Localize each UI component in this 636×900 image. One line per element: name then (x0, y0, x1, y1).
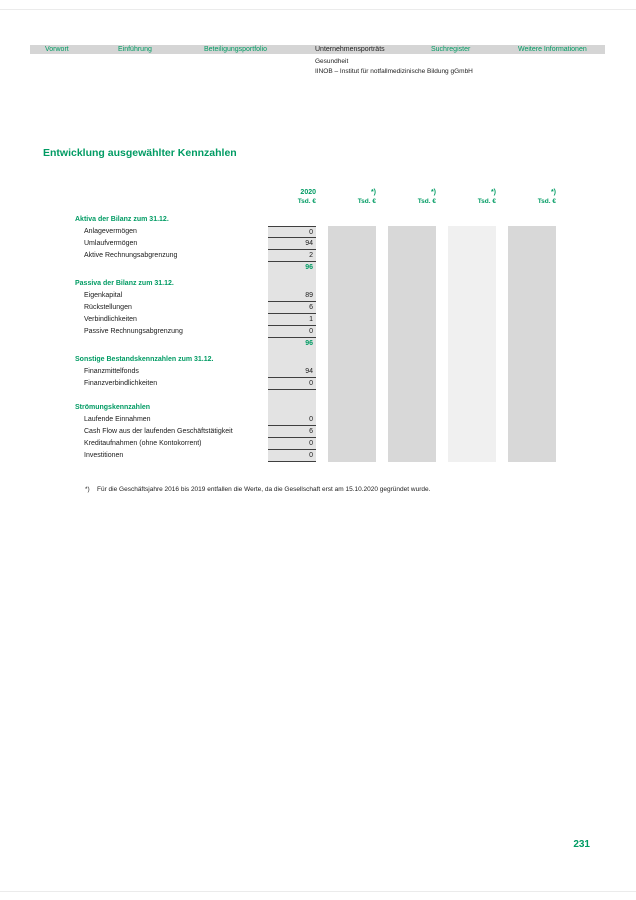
row-label: Anlagevermögen (84, 228, 137, 235)
table-row (75, 290, 556, 302)
column-header (388, 188, 436, 206)
table-row (75, 302, 556, 314)
row-value-2020: 96 (305, 340, 313, 347)
row-label: Passiva der Bilanz zum 31.12. (75, 280, 174, 287)
page-bottom-edge (0, 891, 636, 892)
row-label: Aktive Rechnungsabgrenzung (84, 252, 178, 259)
row-label: Verbindlichkeiten (84, 316, 137, 323)
row-label: Laufende Einnahmen (84, 416, 151, 423)
table-row (75, 378, 556, 390)
section-row (75, 354, 556, 366)
row-label: Passive Rechnungsabgrenzung (84, 328, 183, 335)
table-row (75, 326, 556, 338)
nav-item-einfuehrung[interactable]: Einführung (118, 46, 152, 53)
table-row (75, 262, 556, 274)
column-header-year: *) (550, 189, 556, 196)
row-label: Finanzverbindlichkeiten (84, 380, 158, 387)
column-headers (268, 188, 556, 206)
row-label: Investitionen (84, 452, 124, 459)
footnote-mark: *) (85, 486, 90, 493)
row-value-2020: 0 (268, 438, 316, 450)
column-header-year: *) (490, 189, 496, 196)
column-header (448, 188, 496, 206)
row-value-2020: 0 (268, 326, 316, 338)
table-row (75, 314, 556, 326)
row-value-2020: 0 (268, 414, 316, 426)
column-header-unit: Tsd. € (297, 198, 316, 205)
column-header (508, 188, 556, 206)
row-value-2020: 6 (268, 302, 316, 314)
row-label (75, 338, 268, 350)
row-label (75, 262, 268, 274)
page-top-edge (0, 9, 636, 10)
row-value-2020: 1 (268, 314, 316, 326)
table-row (75, 366, 556, 378)
row-label: Umlaufvermögen (84, 240, 138, 247)
table-row (75, 438, 556, 450)
column-header-unit: Tsd. € (537, 198, 556, 205)
section-row (75, 402, 556, 414)
table-row (75, 426, 556, 438)
table-row (75, 414, 556, 426)
nav-item-weitere-informationen[interactable]: Weitere Informationen (518, 46, 587, 53)
breadcrumb (315, 57, 473, 77)
row-label: Kreditaufnahmen (ohne Kontokorrent) (84, 440, 202, 447)
breadcrumb-category: Gesundheit (315, 58, 349, 65)
kpi-table (75, 188, 556, 462)
column-header-year: *) (430, 189, 436, 196)
column-header-year: *) (370, 189, 376, 196)
row-label: Sonstige Bestandskennzahlen zum 31.12. (75, 356, 214, 363)
column-header (268, 188, 316, 206)
footnote-text: Für die Geschäftsjahre 2016 bis 2019 entfallen die Werte, da die Gesellschaft erst am 15.10.2020 gegründet wurde. (97, 486, 431, 493)
row-label (75, 390, 268, 398)
table-row (75, 226, 556, 238)
table-row (75, 238, 556, 250)
row-value-2020: 0 (268, 450, 316, 462)
section-row (75, 278, 556, 290)
row-label: Rückstellungen (84, 304, 132, 311)
table-row (75, 250, 556, 262)
top-nav (30, 45, 605, 54)
nav-item-vorwort[interactable]: Vorwort (45, 46, 69, 53)
breadcrumb-company: IINOB – Institut für notfallmedizinische Bildung gGmbH (315, 68, 473, 75)
table-row (75, 390, 556, 398)
row-label: Eigenkapital (84, 292, 123, 299)
page-number: 231 (573, 839, 590, 850)
row-value-2020: 6 (268, 426, 316, 438)
column-header-unit: Tsd. € (417, 198, 436, 205)
table-row (75, 338, 556, 350)
column-header (328, 188, 376, 206)
row-label: Cash Flow aus der laufenden Geschäftstätigkeit (84, 428, 233, 435)
section-row (75, 214, 556, 226)
row-value-2020: 0 (268, 226, 316, 238)
row-value-2020: 94 (268, 366, 316, 378)
row-value-2020: 96 (305, 264, 313, 271)
row-value-2020: 94 (268, 238, 316, 250)
nav-item-beteiligungsportfolio[interactable]: Beteiligungsportfolio (204, 46, 268, 53)
column-header-unit: Tsd. € (477, 198, 496, 205)
row-label: Aktiva der Bilanz zum 31.12. (75, 216, 169, 223)
table-row (75, 450, 556, 462)
row-value-2020: 0 (268, 378, 316, 390)
row-value-2020: 2 (268, 250, 316, 262)
row-label: Finanzmittelfonds (84, 368, 139, 375)
page-title: Entwicklung ausgewählter Kennzahlen (43, 147, 237, 159)
column-header-year: 2020 (300, 189, 316, 196)
row-label: Strömungskennzahlen (75, 404, 151, 411)
row-value-2020: 89 (268, 290, 316, 302)
nav-item-suchregister[interactable]: Suchregister (431, 46, 471, 53)
table-rows (75, 214, 556, 462)
column-header-unit: Tsd. € (357, 198, 376, 205)
footnote (85, 485, 430, 494)
nav-item-unternehmensportraets[interactable]: Unternehmensporträts (315, 46, 385, 53)
